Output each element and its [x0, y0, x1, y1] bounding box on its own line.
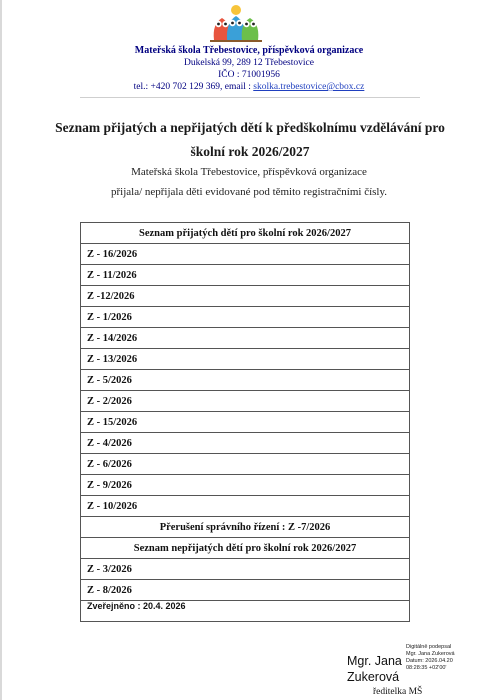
published-date: Zveřejněno : 20.4. 2026	[81, 601, 410, 622]
accepted-row: Z - 15/2026	[81, 412, 410, 433]
accepted-row: Z - 11/2026	[81, 265, 410, 286]
registration-table	[80, 222, 410, 622]
accepted-row: Z - 5/2026	[81, 370, 410, 391]
signature-meta-line: Datum: 2026.04.20	[406, 658, 453, 664]
document-title-line1: Seznam přijatých a nepřijatých dětí k předškolnímu vzdělávání pro	[55, 120, 445, 135]
subtitle-line2: přijala/ nepřijala děti evidované pod těmito registračními čísly.	[110, 186, 388, 198]
header-divider	[80, 97, 420, 98]
signature-meta-line: 08:28:35 +02'00'	[406, 665, 447, 671]
interrupted-proceedings-row: Přerušení správního řízení : Z -7/2026	[81, 517, 410, 538]
accepted-row: Z - 2/2026	[81, 391, 410, 412]
school-name: Mateřská škola Třebestovice, příspěvková organizace	[134, 45, 364, 56]
signature-role: ředitelka MŠ	[373, 687, 423, 697]
signature-name-line2: Zukerová	[347, 670, 400, 684]
digital-signature-details	[406, 644, 476, 672]
accepted-row: Z - 14/2026	[81, 328, 410, 349]
contact-prefix: tel.: +420 702 129 369, email :	[133, 82, 254, 92]
signature-meta-line: Digitálně podepsal	[406, 644, 452, 650]
accepted-row: Z - 1/2026	[81, 307, 410, 328]
accepted-header: Seznam přijatých dětí pro školní rok 2026/2027	[81, 223, 410, 244]
rejected-row: Z - 3/2026	[81, 559, 410, 580]
accepted-row: Z - 6/2026	[81, 454, 410, 475]
accepted-row: Z - 4/2026	[81, 433, 410, 454]
accepted-row: Z - 13/2026	[81, 349, 410, 370]
page-edge	[0, 0, 2, 700]
rejected-header: Seznam nepřijatých dětí pro školní rok 2026/2027	[81, 538, 410, 559]
accepted-row: Z -12/2026	[81, 286, 410, 307]
accepted-row: Z - 9/2026	[81, 475, 410, 496]
school-ico: IČO : 71001956	[218, 70, 280, 80]
accepted-row: Z - 10/2026	[81, 496, 410, 517]
signature-meta-line: Mgr. Jana Zukerová	[406, 651, 455, 657]
rejected-row: Z - 8/2026	[81, 580, 410, 601]
signature-name-line1: Mgr. Jana	[347, 654, 402, 668]
accepted-row: Z - 16/2026	[81, 244, 410, 265]
school-contact	[0, 82, 498, 92]
owls-logo-icon	[208, 4, 264, 44]
email-link[interactable]: skolka.trebestovice@cbox.cz	[253, 82, 365, 92]
document-title-line2: školní rok 2026/2027	[190, 144, 310, 159]
subtitle-line1: Mateřská škola Třebestovice, příspěvková organizace	[131, 166, 367, 178]
school-address: Dukelská 99, 289 12 Třebestovice	[184, 58, 314, 68]
